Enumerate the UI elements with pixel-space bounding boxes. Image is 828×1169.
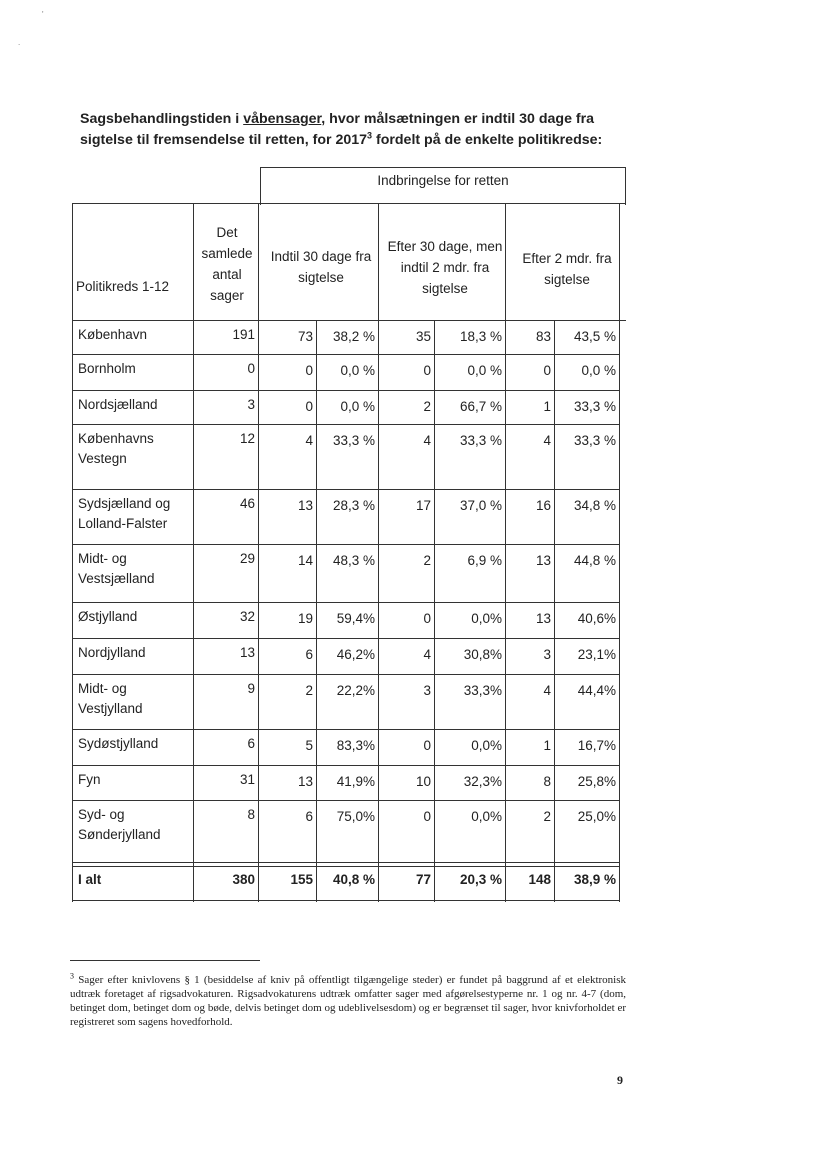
table-gridline: [72, 862, 620, 863]
table-cell-p3: 44,4%: [577, 683, 616, 698]
table-cell-n1: 73: [297, 329, 313, 344]
table-cell-p1: 41,9%: [336, 774, 375, 789]
table-cell-p3: 44,8 %: [573, 553, 616, 568]
table-gridline: [72, 674, 620, 675]
table-cell-total: 12: [239, 431, 255, 446]
table-gridline: [72, 800, 620, 801]
table-gridline: [72, 424, 620, 425]
table-cell-n2: 2: [423, 553, 431, 568]
table-cell-total: 29: [239, 551, 255, 566]
table-cell-total: 6: [247, 736, 255, 751]
table-cell-district: Fyn: [78, 772, 101, 787]
table-gridline: [72, 765, 620, 766]
table-gridline: [72, 203, 73, 902]
table-cell-district: Nordsjælland: [78, 397, 158, 412]
page-number: 9: [617, 1073, 623, 1087]
table-cell-p3: 25,0%: [577, 809, 616, 824]
table-cell-p3: 34,8 %: [573, 498, 616, 513]
header-after-2-months: Efter 2 mdr. fra sigtelse: [522, 251, 612, 287]
header-district: Politikreds 1-12: [76, 279, 170, 294]
table-cell-total: 8: [247, 807, 255, 822]
table-gridline: [72, 638, 620, 639]
heading-text: fordelt på de enkelte politikredse:: [372, 132, 603, 148]
table-cell-n2: 0: [423, 611, 431, 626]
table-cell-district: Sydsjælland og Lolland-Falster: [78, 496, 171, 531]
header-30-days-to-2-months: Efter 30 dage, men indtil 2 mdr. fra sigtelse: [387, 239, 503, 296]
table-cell-district: Nordjylland: [78, 645, 146, 660]
table-gridline: [72, 354, 620, 355]
table-cell-total: 191: [232, 327, 255, 342]
table-cell-n3: 83: [535, 329, 551, 344]
table-cell-n1: 13: [297, 774, 313, 789]
total-row-cell-n1: 155: [290, 872, 313, 887]
table-cell-n1: 14: [297, 553, 313, 568]
table-gridline: [72, 544, 620, 545]
scan-speck: ': [42, 10, 44, 19]
footnote-ref: 3: [367, 130, 373, 141]
table-cell-n3: 13: [535, 611, 551, 626]
table-cell-p2: 32,3%: [463, 774, 502, 789]
table-cell-p1: 75,0%: [336, 809, 375, 824]
table-cell-p1: 59,4%: [336, 611, 375, 626]
table-cell-n3: 16: [535, 498, 551, 513]
header-within-30-days: Indtil 30 dage fra sigtelse: [270, 249, 372, 285]
table-cell-total: 32: [239, 609, 255, 624]
table-cell-p2: 33,3 %: [459, 433, 502, 448]
total-row-cell-p3: 38,9 %: [573, 872, 616, 887]
table-cell-p1: 0,0 %: [340, 363, 375, 378]
table-cell-p3: 0,0 %: [581, 363, 616, 378]
table-cell-n2: 4: [423, 647, 431, 662]
table-gridline: [72, 489, 620, 490]
table-cell-p3: 23,1%: [577, 647, 616, 662]
table-cell-p2: 66,7 %: [459, 399, 502, 414]
table-cell-total: 9: [247, 681, 255, 696]
table-gridline: [72, 900, 620, 901]
table-cell-p2: 6,9 %: [467, 553, 502, 568]
table-cell-p1: 22,2%: [336, 683, 375, 698]
table-gridline: [72, 729, 620, 730]
total-row-cell-n2: 77: [415, 872, 431, 887]
table-cell-n2: 0: [423, 363, 431, 378]
table-cell-p3: 33,3 %: [573, 399, 616, 414]
table-cell-total: 13: [239, 645, 255, 660]
table-cell-n1: 5: [305, 738, 313, 753]
table-cell-n3: 1: [543, 399, 551, 414]
table-gridline: [72, 866, 620, 867]
footnote: [70, 973, 626, 1029]
total-row-cell-total: 380: [232, 872, 255, 887]
table-cell-total: 46: [239, 496, 255, 511]
table-cell-n3: 4: [543, 433, 551, 448]
table-cell-district: Midt- og Vestsjælland: [78, 551, 155, 586]
table-cell-n3: 8: [543, 774, 551, 789]
table-cell-district: Københavns Vestegn: [78, 431, 154, 466]
table-cell-p3: 25,8%: [577, 774, 616, 789]
table-cell-n2: 0: [423, 738, 431, 753]
heading-text: , hvor målsætningen er indtil 30 dage fra sigtelse til fremsendelse til retten, for 2017: [80, 111, 595, 148]
table-cell-p1: 83,3%: [336, 738, 375, 753]
table-cell-p2: 0,0%: [471, 611, 502, 626]
table-cell-district: Sydøstjylland: [78, 736, 159, 751]
table-cell-p2: 37,0 %: [459, 498, 502, 513]
table-cell-p2: 0,0%: [471, 738, 502, 753]
table-gridline: [72, 602, 620, 603]
table-cell-p2: 18,3 %: [459, 329, 502, 344]
table-cell-n1: 0: [305, 399, 313, 414]
table-cell-p2: 0,0%: [471, 809, 502, 824]
table-cell-p2: 33,3%: [463, 683, 502, 698]
footnote-separator: [70, 960, 260, 961]
table-cell-p3: 40,6%: [577, 611, 616, 626]
group-header: Indbringelse for retten: [377, 173, 509, 188]
table-cell-n1: 0: [305, 363, 313, 378]
table-gridline: [619, 203, 620, 902]
table-cell-n3: 1: [543, 738, 551, 753]
table-cell-n2: 17: [415, 498, 431, 513]
table-cell-p1: 38,2 %: [332, 329, 375, 344]
table-cell-n2: 0: [423, 809, 431, 824]
table-cell-p3: 16,7%: [577, 738, 616, 753]
total-row-cell-district: I alt: [78, 872, 102, 887]
table-cell-p1: 48,3 %: [332, 553, 375, 568]
table-cell-n3: 4: [543, 683, 551, 698]
scan-speck: .: [18, 38, 21, 47]
table-cell-n2: 4: [423, 433, 431, 448]
total-row-cell-p1: 40,8 %: [332, 872, 375, 887]
heading-underlined: våbensager: [243, 111, 322, 127]
table-cell-n3: 2: [543, 809, 551, 824]
table-gridline: [72, 390, 620, 391]
table-cell-n2: 2: [423, 399, 431, 414]
table-cell-p2: 0,0 %: [467, 363, 502, 378]
footnote-text: Sager efter knivlovens § 1 (besiddelse af kniv på offentligt tilgængelige steder) er fundet på baggrund af et elektronisk udtræk foretaget af rigsadvokaturen. Rigsadvokaturens udtræk omfatter sager med afgørelsestyperne nr. 1 og nr. 4-7 (dom, betinget dom, betinget dom og bøde, delvis betinget dom og udeblivelsesdom) og er begrænset til sager, hvor knivforholdet er registreret som sagens hovedforhold.: [70, 974, 627, 1028]
table-cell-n2: 3: [423, 683, 431, 698]
heading-text: Sagsbehandlingstiden i: [80, 111, 244, 127]
table-cell-p1: 33,3 %: [332, 433, 375, 448]
table-cell-n1: 6: [305, 809, 313, 824]
table-cell-n3: 13: [535, 553, 551, 568]
table-cell-p3: 33,3 %: [573, 433, 616, 448]
table-cell-n2: 10: [415, 774, 431, 789]
table-cell-n2: 35: [415, 329, 431, 344]
total-row-cell-p2: 20,3 %: [459, 872, 502, 887]
table-cell-district: Bornholm: [78, 361, 136, 376]
table-cell-p1: 28,3 %: [332, 498, 375, 513]
table-cell-p1: 46,2%: [336, 647, 375, 662]
table-cell-n1: 13: [297, 498, 313, 513]
table-cell-p2: 30,8%: [463, 647, 502, 662]
table-cell-total: 31: [239, 772, 255, 787]
table-cell-p1: 0,0 %: [340, 399, 375, 414]
table-cell-district: Syd- og Sønderjylland: [78, 807, 161, 842]
table-cell-total: 0: [247, 361, 255, 376]
table-cell-n1: 19: [297, 611, 313, 626]
header-total: Det samlede antal sager: [201, 225, 253, 303]
table-cell-total: 3: [247, 397, 255, 412]
table-cell-n3: 3: [543, 647, 551, 662]
table-cell-p3: 43,5 %: [573, 329, 616, 344]
total-row-cell-n3: 148: [528, 872, 551, 887]
table-cell-n1: 2: [305, 683, 313, 698]
table-cell-district: Midt- og Vestjylland: [78, 681, 143, 716]
table-cell-n1: 4: [305, 433, 313, 448]
footnote-number: 3: [70, 971, 74, 981]
table-cell-district: København: [78, 327, 148, 342]
table-cell-n1: 6: [305, 647, 313, 662]
table-cell-district: Østjylland: [78, 609, 138, 624]
table-cell-n3: 0: [543, 363, 551, 378]
